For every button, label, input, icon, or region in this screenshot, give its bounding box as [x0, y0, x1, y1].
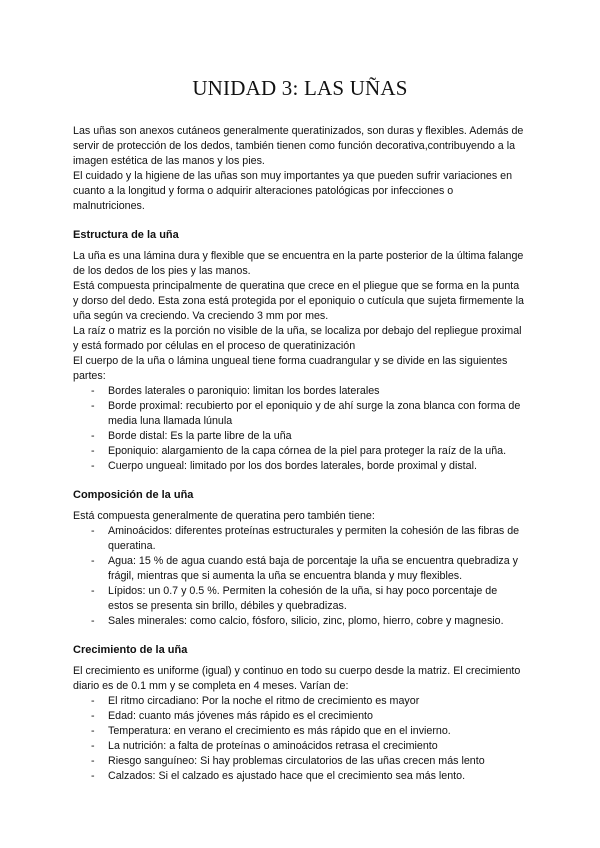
- list-item: - Borde distal: Es la parte libre de la uña: [91, 430, 292, 442]
- structure-paragraph-3: La raíz o matriz es la porción no visible de la uña, se localiza por debajo del repliegue proximal y está formado por células en el proceso de queratinización: [73, 325, 522, 352]
- list-item: - Agua: 15 % de agua cuando está baja de porcentaje la uña se encuentra quebradiza y frágil, mientras que si aumenta la uña se encuentra blanda y muy flexibles.: [91, 555, 518, 582]
- bullet-dash: -: [91, 445, 95, 457]
- list-item: - Borde proximal: recubierto por el eponiquio y de ahí surge la zona blanca con forma de media luna llamada lúnula: [91, 400, 521, 427]
- structure-paragraph-2: Está compuesta principalmente de queratina que crece en el pliegue que se forma en la punta y dorso del dedo. Esta zona está protegida por el eponiquio o cutícula que sujeta firmemente la uña según va creciendo. Va creciendo 3 mm por mes.: [73, 280, 524, 322]
- bullet-dash: -: [91, 770, 95, 782]
- bullet-dash: -: [91, 615, 95, 627]
- list-item: - Lípidos: un 0.7 y 0.5 %. Permiten la cohesión de la uña, si hay poco porcentaje de estos se presenta sin brillo, débiles y quebradizas.: [91, 585, 498, 612]
- intro-paragraph-1: Las uñas son anexos cutáneos generalmente queratinizados, son duras y flexibles. Además de servir de protección de los dedos, también tienen como función decorativa,contribuyendo a la imagen estética de las manos y los pies.: [73, 125, 524, 167]
- composition-list: [73, 524, 525, 629]
- composition-paragraph-1: Está compuesta generalmente de queratina pero también tiene:: [73, 510, 375, 522]
- bullet-dash: -: [91, 740, 95, 752]
- bullet-dash: -: [91, 385, 95, 397]
- bullet-dash: -: [91, 725, 95, 737]
- structure-paragraph-4: El cuerpo de la uña o lámina ungueal tiene forma cuadrangular y se divide en las siguientes partes:: [73, 355, 508, 382]
- bullet-dash: -: [91, 695, 95, 707]
- document-body: [73, 124, 525, 784]
- list-item: - Bordes laterales o paroniquio: limitan los bordes laterales: [91, 385, 380, 397]
- structure-paragraph-1: La uña es una lámina dura y flexible que se encuentra en la parte posterior de la última falange de los dedos de los pies y las manos.: [73, 250, 524, 277]
- list-item: - Sales minerales: como calcio, fósforo, silicio, zinc, plomo, hierro, cobre y magnesio.: [91, 615, 504, 627]
- growth-paragraph-1: El crecimiento es uniforme (igual) y continuo en todo su cuerpo desde la matriz. El crecimiento diario es de 0.1 mm y se completa en 4 meses. Varían de:: [73, 665, 521, 692]
- list-item: - Riesgo sanguíneo: Si hay problemas circulatorios de las uñas crecen más lento: [91, 755, 485, 767]
- bullet-dash: -: [91, 525, 95, 537]
- bullet-dash: -: [91, 400, 95, 412]
- bullet-dash: -: [91, 585, 95, 597]
- intro-paragraph-2: El cuidado y la higiene de las uñas son muy importantes ya que pueden sufrir variaciones en cuanto a la longitud y forma o adquirir alteraciones patológicas por infecciones o malnutriciones.: [73, 170, 513, 212]
- section-heading-composition: Composición de la uña: [73, 489, 194, 501]
- list-item: - Eponiquio: alargamiento de la capa córnea de la piel para proteger la raíz de la uña.: [91, 445, 507, 457]
- list-item: - El ritmo circadiano: Por la noche el ritmo de crecimiento es mayor: [91, 695, 420, 707]
- growth-factors-list: [73, 694, 525, 784]
- bullet-dash: -: [91, 430, 95, 442]
- list-item: - Cuerpo ungueal: limitado por los dos bordes laterales, borde proximal y distal.: [91, 460, 477, 472]
- section-heading-structure: Estructura de la uña: [73, 229, 179, 241]
- list-item: - Edad: cuanto más jóvenes más rápido es el crecimiento: [91, 710, 373, 722]
- bullet-dash: -: [91, 460, 95, 472]
- structure-parts-list: [73, 384, 525, 474]
- page-title: UNIDAD 3: LAS UÑAS: [192, 76, 408, 100]
- list-item: - Aminoácidos: diferentes proteínas estructurales y permiten la cohesión de las fibras de queratina.: [91, 525, 520, 552]
- bullet-dash: -: [91, 555, 95, 567]
- list-item: - Calzados: Si el calzado es ajustado hace que el crecimiento sea más lento.: [91, 770, 466, 782]
- bullet-dash: -: [91, 710, 95, 722]
- list-item: - Temperatura: en verano el crecimiento es más rápido que en el invierno.: [91, 725, 451, 737]
- bullet-dash: -: [91, 755, 95, 767]
- list-item: - La nutrición: a falta de proteínas o aminoácidos retrasa el crecimiento: [91, 740, 438, 752]
- section-heading-growth: Crecimiento de la uña: [73, 644, 188, 656]
